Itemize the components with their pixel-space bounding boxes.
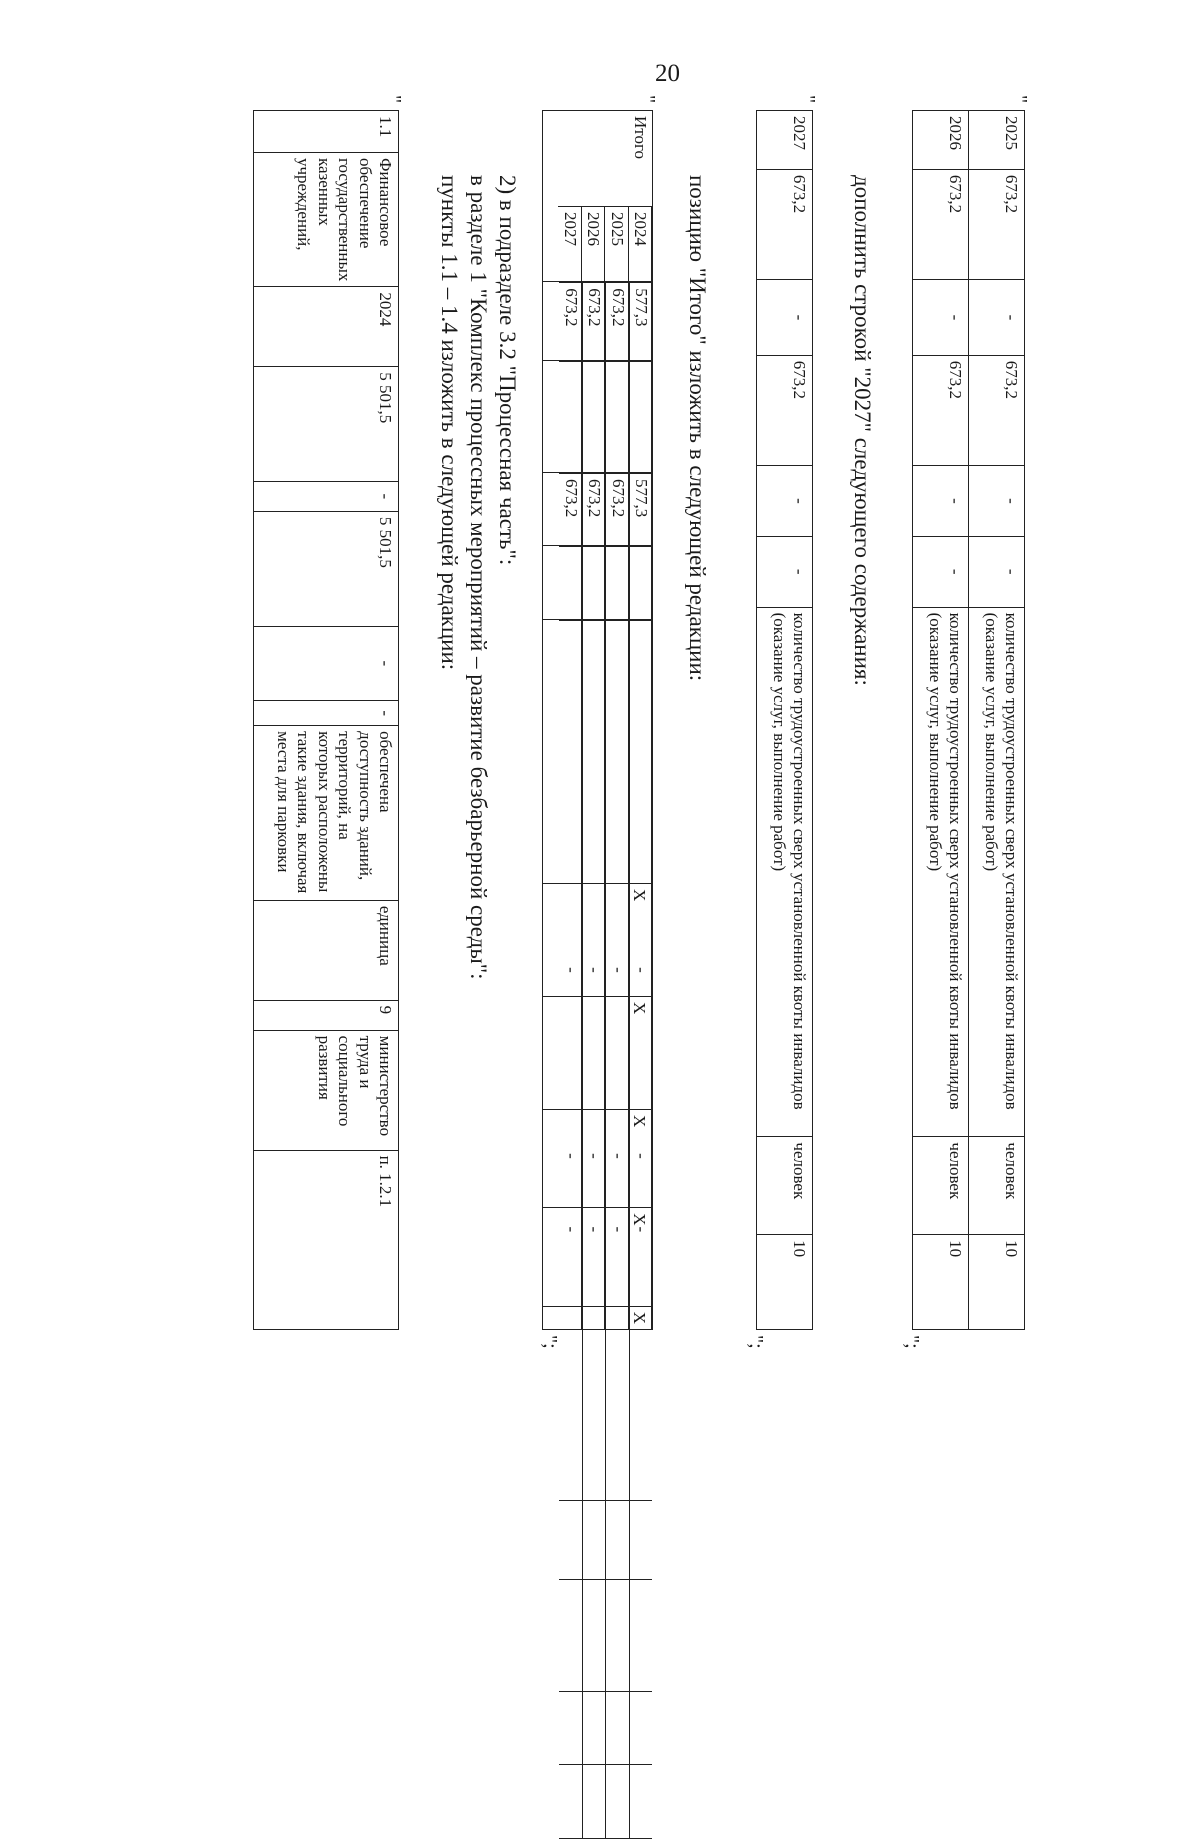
value-cell: 10 bbox=[913, 1235, 969, 1330]
unit-cell: единица bbox=[254, 900, 399, 1000]
value-cell: 673,2 bbox=[757, 169, 813, 279]
item-name-cell: Финансовое обеспечение государственных казенных учреждений, bbox=[254, 152, 399, 286]
value-cell: 10 bbox=[969, 1235, 1025, 1330]
value-cell: 673,2 bbox=[969, 169, 1025, 279]
table-row bbox=[543, 111, 653, 1330]
year-cell: 2027 bbox=[757, 111, 813, 170]
indicator-cell: количество трудоустроенных сверх установленной квоты инвалидов (оказание услуг, выполнение работ) bbox=[969, 607, 1025, 1137]
value-cell: - bbox=[969, 536, 1025, 607]
itogo-label: Итого bbox=[558, 111, 651, 207]
value-cell: - bbox=[913, 280, 969, 355]
value-cell: 577,3 bbox=[629, 283, 652, 1501]
value-cell: 673,2 bbox=[582, 474, 605, 1692]
table-row bbox=[757, 111, 813, 1330]
value-cell: - bbox=[606, 361, 629, 1579]
col1-values bbox=[543, 282, 653, 360]
value-cell: 577,3 bbox=[629, 474, 652, 1692]
section-2-line2: в разделе 1 "Комплекс процессных мероприятий – развитие безбарьерной среды": bbox=[466, 175, 491, 980]
year-cell: 2025 bbox=[969, 111, 1025, 170]
value-cell: 673,2 bbox=[757, 355, 813, 465]
year-cell: 2024 bbox=[628, 207, 651, 1330]
table-row bbox=[254, 111, 399, 1330]
quote-open: " bbox=[383, 95, 405, 104]
unit-cell: человек bbox=[913, 1137, 969, 1235]
value-cell: 9 bbox=[254, 1000, 399, 1030]
value-cell: - bbox=[582, 547, 605, 1765]
quote-close: "; bbox=[745, 1335, 767, 1349]
col4-values bbox=[543, 546, 653, 1159]
value-cell: - bbox=[606, 547, 629, 1765]
item-number-cell: 1.1 bbox=[254, 111, 399, 153]
x-cell: X bbox=[543, 996, 653, 1109]
quote-open: " bbox=[637, 95, 659, 104]
table-kvota-2027 bbox=[756, 110, 813, 1330]
unit-cell: человек bbox=[969, 1137, 1025, 1235]
reference-cell: п. 1.2.1 bbox=[254, 1150, 399, 1329]
col3-values bbox=[543, 473, 653, 546]
value-cell: - bbox=[969, 280, 1025, 355]
quote-close: "; bbox=[901, 1335, 923, 1349]
value-cell: - bbox=[254, 701, 399, 726]
value-cell: 5 501,5 bbox=[254, 367, 399, 482]
indicator-cell: количество трудоустроенных сверх установленной квоты инвалидов (оказание услуг, выполнение работ) bbox=[757, 607, 813, 1137]
instruction-total: позицию "Итого" изложить в следующей редакции: bbox=[685, 175, 710, 682]
x-cell: X bbox=[543, 1208, 653, 1306]
table-row bbox=[969, 111, 1025, 1330]
value-cell: 673,2 bbox=[606, 474, 629, 1692]
value-cell: - bbox=[582, 361, 605, 1579]
value-cell: - bbox=[559, 547, 582, 1765]
instruction-add-row: дополнить строкой "2027" следующего содержания: bbox=[850, 175, 875, 686]
section-2-line3: пункты 1.1 – 1.4 изложить в следующей редакции: bbox=[437, 175, 462, 671]
year-cell: 2026 bbox=[913, 111, 969, 170]
page-number: 20 bbox=[655, 60, 680, 87]
value-cell: - bbox=[913, 536, 969, 607]
col5-values bbox=[543, 619, 653, 1233]
indicator-cell: обеспечена доступность зданий, территорий, на которых расположены такие здания, включая места для парковки bbox=[254, 726, 399, 901]
table-process-1-1 bbox=[253, 110, 399, 1330]
unit-cell: человек bbox=[757, 1137, 813, 1235]
value-cell: 673,2 bbox=[969, 355, 1025, 465]
value-cell: - bbox=[629, 361, 652, 1579]
value-cell: 673,2 bbox=[913, 355, 969, 465]
value-cell: - bbox=[606, 620, 629, 1838]
value-cell: - bbox=[559, 620, 582, 1838]
value-cell: 673,2 bbox=[559, 474, 582, 1692]
year-cell: 2024 bbox=[254, 287, 399, 367]
indicator-cell: количество трудоустроенных сверх установленной квоты инвалидов (оказание услуг, выполнение работ) bbox=[913, 607, 969, 1137]
x-cell: X bbox=[543, 1109, 653, 1207]
section-2-line1: 2) в подразделе 3.2 "Процессная часть": bbox=[495, 175, 520, 566]
year-cell: 2026 bbox=[581, 207, 604, 1330]
value-cell: 10 bbox=[757, 1235, 813, 1330]
table-row bbox=[913, 111, 969, 1330]
executor-cell: министерство труда и социального развития bbox=[254, 1030, 399, 1150]
itogo-label-years bbox=[543, 111, 653, 282]
year-cell: 2025 bbox=[605, 207, 628, 1330]
value-cell: - bbox=[757, 465, 813, 536]
value-cell: - bbox=[629, 547, 652, 1765]
value-cell: 673,2 bbox=[913, 169, 969, 279]
value-cell: - bbox=[559, 361, 582, 1579]
value-cell: - bbox=[254, 626, 399, 701]
quote-close: "; bbox=[539, 1335, 561, 1349]
value-cell: - bbox=[969, 465, 1025, 536]
value-cell: - bbox=[757, 536, 813, 607]
value-cell: - bbox=[254, 481, 399, 511]
x-cell: X bbox=[543, 1306, 653, 1329]
x-cell: X bbox=[543, 883, 653, 996]
rotated-content bbox=[205, 95, 1045, 1475]
value-cell: 673,2 bbox=[582, 283, 605, 1501]
value-cell: 673,2 bbox=[606, 283, 629, 1501]
value-cell: - bbox=[582, 620, 605, 1838]
subtable-col5 bbox=[559, 620, 652, 1839]
value-cell: 5 501,5 bbox=[254, 511, 399, 626]
value-cell: - bbox=[629, 620, 652, 1838]
value-cell: - bbox=[913, 465, 969, 536]
year-cell: 2027 bbox=[558, 207, 581, 1330]
value-cell: 673,2 bbox=[559, 283, 582, 1501]
table-itogo bbox=[542, 110, 653, 1330]
quote-open: " bbox=[797, 95, 819, 104]
quote-open: " bbox=[1009, 95, 1031, 104]
table-kvota-2025-2026 bbox=[912, 110, 1025, 1330]
value-cell: - bbox=[757, 280, 813, 355]
